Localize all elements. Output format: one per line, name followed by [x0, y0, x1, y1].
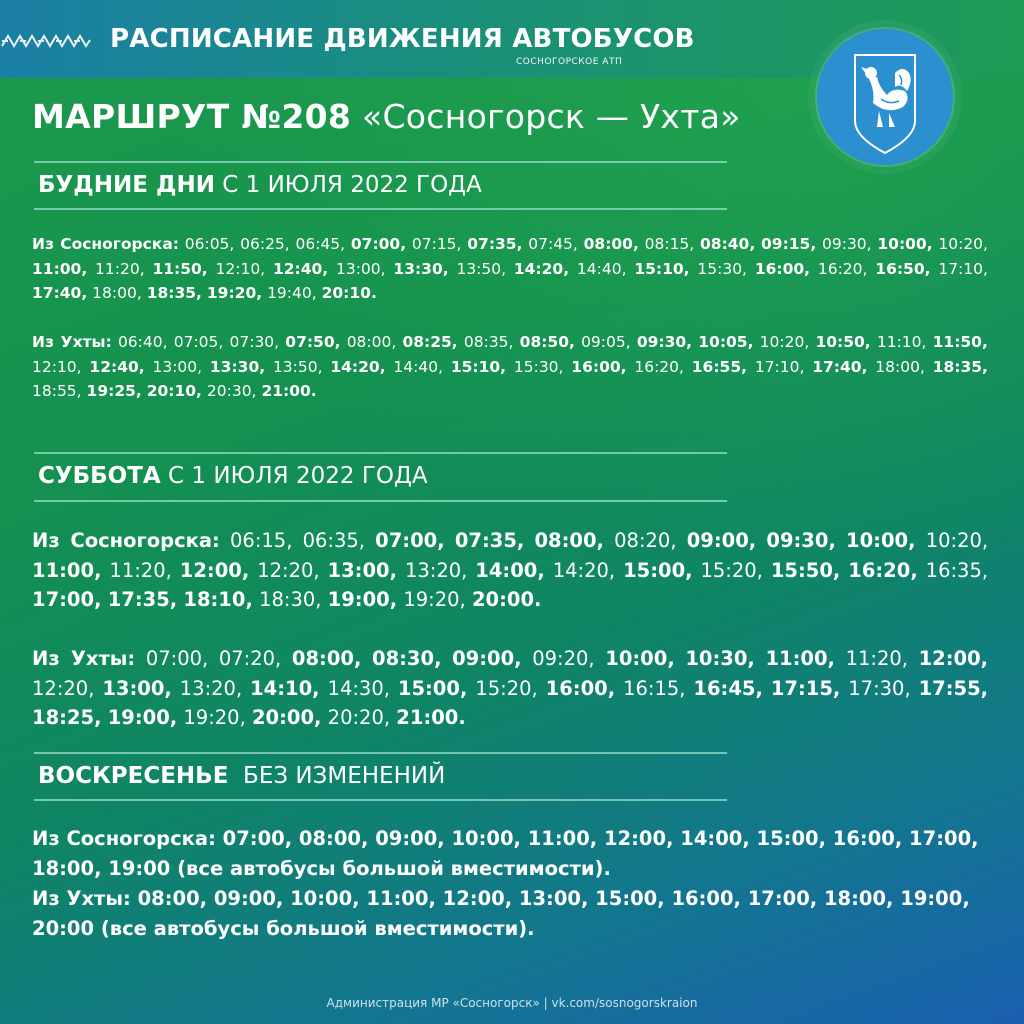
departure-time: 21:00.	[261, 382, 317, 400]
departure-time: 12:20,	[257, 558, 320, 582]
departure-time: 09:00,	[686, 529, 757, 552]
saturday-from-sosnogorsk	[32, 526, 988, 615]
departure-time: 16:45,	[693, 676, 763, 700]
departure-time: 19:00,	[327, 588, 398, 611]
header-subtitle: СОСНОГОРСКОЕ АТП	[516, 57, 623, 67]
departure-time: 16:00,	[754, 259, 811, 278]
departure-time: 15:00,	[397, 676, 468, 700]
route-name: «Сосногорск — Ухта»	[361, 97, 741, 136]
departure-time: 11:00,	[765, 647, 835, 670]
departure-time: 14:20,	[552, 558, 616, 582]
saturday-from-ukhta	[32, 644, 988, 733]
departure-time: 16:20,	[817, 259, 868, 278]
departure-time: 09:15,	[761, 235, 817, 253]
departure-time: 14:20,	[330, 357, 386, 376]
departure-time: 06:05,	[184, 235, 235, 253]
departure-time: 20:10.	[321, 284, 377, 302]
departure-time: 07:00,	[375, 529, 445, 552]
grouse-shield-icon	[817, 29, 953, 165]
departure-time: 16:00,	[571, 357, 627, 376]
departure-time: 15:30,	[513, 357, 564, 376]
departure-time: 15:20,	[475, 676, 538, 700]
divider	[34, 752, 727, 754]
departure-time: 10:30,	[685, 647, 755, 670]
departure-time: 12:20,	[32, 676, 95, 700]
departure-time: 08:35,	[463, 333, 514, 351]
departure-time: 07:05,	[173, 333, 224, 351]
divider	[34, 452, 727, 454]
departure-time: 20:20,	[327, 706, 391, 729]
departure-time: 10:00,	[605, 647, 675, 670]
departure-time: 18:35,	[932, 357, 988, 376]
departure-time: 18:35,	[146, 284, 202, 302]
departure-time: 08:50,	[519, 333, 575, 351]
departure-time: 12:40,	[272, 259, 329, 278]
departure-time: 19:20,	[183, 706, 246, 729]
departure-time: 17:40,	[812, 357, 868, 376]
departure-time: 15:10,	[634, 259, 690, 278]
section-title-weekdays	[38, 172, 482, 198]
departure-time: 20:10,	[146, 382, 202, 400]
header-title: РАСПИСАНИЕ ДВИЖЕНИЯ АВТОБУСОВ	[110, 24, 695, 54]
departure-time: 06:45,	[295, 235, 346, 253]
departure-time: 17:00,	[32, 588, 102, 611]
departure-time: 11:00,	[32, 259, 88, 278]
departure-time: 11:20,	[845, 647, 908, 670]
departure-time: 15:50,	[770, 558, 841, 582]
departure-time: 12:00,	[918, 647, 989, 670]
departure-time: 13:00,	[327, 558, 398, 582]
departure-time: 16:50,	[875, 259, 931, 278]
departure-time: 06:25,	[240, 235, 290, 253]
departure-time: 12:00,	[179, 558, 250, 582]
divider	[34, 500, 727, 502]
direction-label: Из Сосногорска:	[32, 235, 179, 253]
departure-time: 17:35,	[107, 588, 178, 611]
departure-time: 09:30,	[766, 529, 836, 552]
departure-time: 10:00,	[877, 235, 933, 253]
sunday-title-bold: ВОСКРЕСЕНЬЕ	[38, 763, 229, 789]
departure-time: 08:25,	[402, 333, 458, 351]
departure-time: 13:20,	[404, 558, 468, 582]
departure-time: 16:55,	[691, 357, 747, 376]
departure-time: 08:00,	[583, 235, 639, 253]
departure-time: 18:00,	[92, 284, 142, 302]
departure-time: 09:00,	[452, 647, 522, 670]
departure-time: 16:15,	[623, 676, 686, 700]
coat-of-arms	[808, 20, 962, 174]
departure-time: 07:00,	[350, 235, 407, 253]
departure-time: 13:50,	[272, 357, 323, 376]
direction-label: Из Ухты:	[32, 647, 136, 670]
weekdays-from-sosnogorsk	[32, 232, 988, 306]
departure-time: 09:30,	[822, 235, 872, 253]
departure-time: 07:15,	[411, 235, 462, 253]
departure-time: 15:00,	[623, 558, 693, 582]
divider	[34, 208, 727, 210]
weekdays-title-rest: С 1 ИЮЛЯ 2022 ГОДА	[222, 172, 482, 198]
departure-time: 08:00,	[534, 529, 604, 552]
departure-time: 19:20,	[403, 588, 466, 611]
departure-time: 17:30,	[848, 676, 911, 700]
departure-time: 18:10,	[183, 588, 253, 611]
departure-time: 09:20,	[532, 647, 595, 670]
departure-time: 10:00,	[846, 529, 916, 552]
departure-time: 18:00,	[875, 357, 925, 376]
departure-time: 18:55,	[32, 382, 82, 400]
departure-time: 20:00,	[251, 706, 322, 729]
departure-time: 13:50,	[456, 259, 507, 278]
departure-time: 07:00,	[145, 647, 209, 670]
departure-time: 06:15,	[230, 529, 293, 552]
weekdays-title-bold: БУДНИЕ ДНИ	[38, 172, 215, 198]
departure-time: 11:00,	[32, 558, 102, 582]
departure-time: 08:00,	[291, 647, 362, 670]
departure-time: 20:30,	[206, 382, 257, 400]
direction-label: Из Сосногорска:	[32, 529, 220, 552]
departure-time: 10:05,	[698, 333, 754, 351]
departure-time: 14:40,	[576, 259, 627, 278]
departure-time: 08:40,	[700, 235, 756, 253]
saturday-title-rest: С 1 ИЮЛЯ 2022 ГОДА	[168, 463, 428, 489]
departure-time: 07:50,	[285, 333, 341, 351]
departure-time: 14:40,	[393, 357, 444, 376]
departure-time: 06:35,	[302, 529, 365, 552]
departure-time: 07:35,	[454, 529, 525, 552]
emblem-circle	[817, 29, 953, 165]
departure-time: 08:30,	[372, 647, 442, 670]
footer: Администрация МР «Сосногорск» | vk.com/sosnogorskraion	[326, 996, 698, 1010]
departure-time: 09:30,	[636, 333, 693, 351]
departure-time: 07:30,	[229, 333, 280, 351]
departure-time: 14:30,	[327, 676, 390, 700]
departure-time: 14:00,	[475, 558, 545, 582]
departure-time: 13:30,	[393, 259, 449, 278]
departure-time: 11:10,	[876, 333, 927, 351]
departure-time: 16:35,	[925, 558, 989, 582]
section-title-sunday	[38, 763, 445, 789]
direction-label: Из Ухты:	[32, 333, 112, 351]
departure-time: 10:20,	[759, 333, 810, 351]
departure-time: 16:00,	[545, 676, 616, 700]
route-title	[32, 97, 741, 136]
departure-time: 19:00,	[107, 706, 178, 729]
departure-time: 13:30,	[209, 357, 266, 376]
departure-time: 16:20,	[848, 558, 918, 582]
departure-time: 13:00,	[335, 259, 386, 278]
departure-time: 19:20,	[206, 284, 263, 302]
departure-time: 17:10,	[938, 259, 988, 278]
departure-time: 08:00,	[346, 333, 397, 351]
departure-time: 19:25,	[86, 382, 142, 400]
departure-time: 11:20,	[109, 558, 172, 582]
departure-time: 10:20,	[938, 235, 988, 253]
sunday-title-rest: БЕЗ ИЗМЕНЕНИЙ	[243, 763, 446, 789]
departure-time: 16:20,	[634, 357, 684, 376]
departure-time: 11:50,	[152, 259, 208, 278]
departure-time: 18:30,	[259, 588, 322, 611]
departure-time: 15:10,	[450, 357, 507, 376]
departure-time: 18:25,	[32, 706, 102, 729]
sunday-from-ukhta: Из Ухты: 08:00, 09:00, 10:00, 11:00, 12:00, 13:00, 15:00, 16:00, 17:00, 18:00, 19:00, 20:00 (все автобусы большой вместимости).	[32, 887, 970, 940]
departure-time: 06:40,	[117, 333, 168, 351]
divider	[34, 799, 727, 801]
departure-time: 07:20,	[218, 647, 282, 670]
departure-time: 12:10,	[215, 259, 266, 278]
departure-time: 17:55,	[918, 676, 989, 700]
departure-time: 13:00,	[102, 676, 172, 700]
departure-time: 20:00.	[471, 588, 542, 611]
departure-time: 14:20,	[513, 259, 570, 278]
divider	[34, 161, 727, 163]
departure-time: 13:00,	[152, 357, 203, 376]
departure-time: 12:10,	[32, 357, 82, 376]
departure-time: 17:10,	[754, 357, 805, 376]
departure-time: 11:20,	[95, 259, 145, 278]
departure-time: 10:50,	[815, 333, 871, 351]
departure-time: 10:20,	[925, 529, 989, 552]
departure-time: 14:10,	[250, 676, 320, 700]
route-number: МАРШРУТ №208	[32, 97, 352, 136]
saturday-title-bold: СУББОТА	[38, 463, 161, 489]
departure-time: 12:40,	[89, 357, 145, 376]
departure-time: 19:40,	[267, 284, 317, 302]
weekdays-from-ukhta	[32, 330, 988, 404]
departure-time: 17:40,	[32, 284, 88, 302]
departure-time: 08:15,	[644, 235, 695, 253]
departure-time: 17:15,	[770, 676, 841, 700]
departure-time: 08:20,	[614, 529, 677, 552]
sunday-from-sosnogorsk: Из Сосногорска: 07:00, 08:00, 09:00, 10:00, 11:00, 12:00, 14:00, 15:00, 16:00, 17:00, 18:00, 19:00 (все автобусы большой вместимости).	[32, 827, 979, 880]
departure-time: 09:05,	[581, 333, 631, 351]
section-title-saturday	[38, 463, 428, 489]
departure-time: 11:50,	[932, 333, 988, 351]
departure-time: 07:45,	[528, 235, 578, 253]
departure-time: 15:20,	[700, 558, 763, 582]
ornament-icon	[0, 30, 92, 52]
departure-time: 21:00.	[396, 706, 466, 729]
departure-time: 07:35,	[467, 235, 523, 253]
departure-time: 15:30,	[697, 259, 747, 278]
departure-time: 13:20,	[179, 676, 243, 700]
